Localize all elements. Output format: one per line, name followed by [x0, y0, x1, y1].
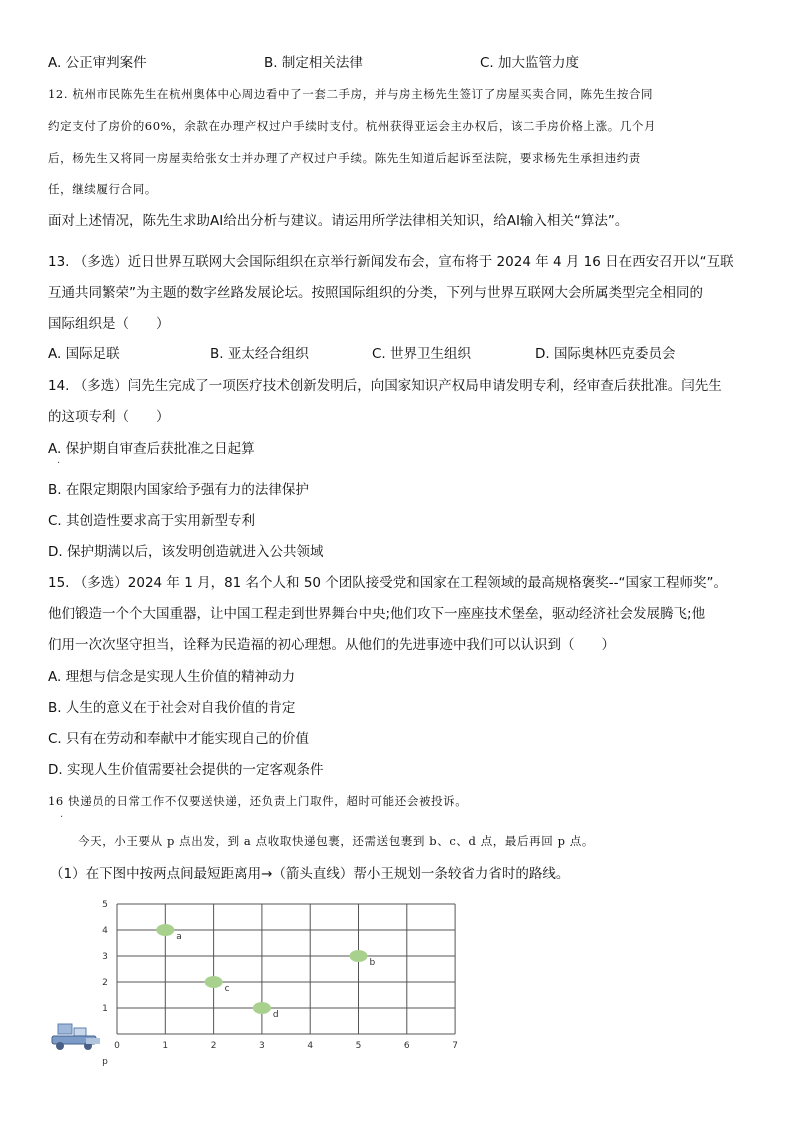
q13-option-c: C. 世界卫生组织	[372, 346, 472, 362]
x-tick-label: 4	[307, 1041, 314, 1051]
q12-line-2: 约定支付了房价的60%，余款在办理产权过户手续时支付。杭州获得亚运会主办权后，该二手房价格上涨。几个月	[48, 119, 657, 133]
stray-dot: ·	[60, 812, 64, 823]
point-d	[253, 1002, 271, 1014]
point-label-c: c	[224, 984, 230, 994]
x-tick-label: 3	[259, 1041, 265, 1051]
q13-option-d: D. 国际奥林匹克委员会	[535, 346, 676, 362]
q15-option-b: B. 人生的意义在于社会对自我价值的肯定	[48, 700, 296, 716]
x-tick-label: 7	[452, 1041, 458, 1051]
q16-line-2: 今天，小王要从 p 点出发，到 a 点收取快递包裹，还需送包裹到 b、c、d 点，最后再回 p 点。	[78, 834, 594, 848]
y-tick-label: 4	[102, 926, 108, 936]
q15-line-1: 15. （多选）2024 年 1 月，81 名个人和 50 个团队接受党和国家在工程领域的最高规格褒奖--“国家工程师奖”。	[48, 575, 728, 591]
q14-line-2: 的这项专利（ ）	[48, 409, 170, 425]
x-tick-label: 5	[355, 1041, 362, 1051]
y-tick-label: 1	[102, 1004, 108, 1014]
q15-line-3: 们用一次次坚守担当，诠释为民造福的初心理想。从他们的先进事迹中我们可以认识到（ ）	[48, 637, 615, 653]
y-tick-label: 2	[102, 978, 108, 988]
q15-line-2: 他们锻造一个个大国重器，让中国工程走到世界舞台中央;他们攻下一座座技术堡垒，驱动经济社会发展腾飞;他	[48, 606, 706, 622]
q11-option-b: B. 制定相关法律	[264, 55, 363, 71]
q15-option-c: C. 只有在劳动和奉献中才能实现自己的价值	[48, 731, 310, 747]
point-label-b: b	[369, 958, 376, 968]
q13-line-3: 国际组织是（ ）	[48, 316, 170, 332]
point-label-a: a	[176, 932, 182, 942]
point-c	[205, 976, 223, 988]
q15-option-a: A. 理想与信念是实现人生价值的精神动力	[48, 669, 296, 685]
q16-line-1: 16 快递员的日常工作不仅要送快递，还负责上门取件，超时可能还会被投诉。	[48, 794, 468, 808]
q11-option-a: A. 公正审判案件	[48, 55, 147, 71]
x-tick-label: 1	[162, 1041, 169, 1051]
q16-line-3: （1）在下图中按两点间最短距离用→（箭头直线）帮小王规划一条较省力省时的路线。	[50, 866, 570, 882]
point-label-d: d	[272, 1010, 279, 1020]
chart-grid	[117, 904, 455, 1034]
q12-line-3: 后，杨先生又将同一房屋卖给张女士并办理了产权过户手续。陈先生知道后起诉至法院，要求杨先生承担违约责	[48, 151, 641, 165]
q13-option-b: B. 亚太经合组织	[210, 346, 309, 362]
x-tick-label: 0	[114, 1041, 120, 1051]
point-b	[350, 950, 368, 962]
route-grid-chart	[92, 896, 472, 1066]
q14-line-1: 14. （多选）闫先生完成了一项医疗技术创新发明后，向国家知识产权局申请发明专利，经审查后获批准。闫先生	[48, 378, 722, 394]
x-tick-label: 6	[403, 1041, 410, 1051]
chart-points	[156, 924, 375, 1020]
q14-option-c: C. 其创造性要求高于实用新型专利	[48, 513, 256, 529]
x-tick-label: 2	[210, 1041, 217, 1051]
point-a	[156, 924, 174, 936]
q13-option-a: A. 国际足联	[48, 346, 120, 362]
q14-option-b: B. 在限定期限内国家给予强有力的法律保护	[48, 482, 309, 498]
q14-option-d: D. 保护期满以后，该发明创造就进入公共领域	[48, 544, 324, 560]
q14-option-a: A. 保护期自审查后获批准之日起算	[48, 441, 255, 457]
chart-ticks	[102, 900, 458, 1066]
q13-line-2: 互通共同繁荣”为主题的数字丝路发展论坛。按照国际组织的分类，下列与世界互联网大会所属类型完全相同的	[48, 285, 703, 301]
origin-label-p: p	[102, 1057, 108, 1066]
y-tick-label: 5	[102, 900, 108, 910]
q13-line-1: 13. （多选）近日世界互联网大会国际组织在京举行新闻发布会，宣布将于 2024 年 4 月 16 日在西安召开以“互联	[48, 254, 734, 270]
q12-line-1: 12. 杭州市民陈先生在杭州奥体中心周边看中了一套二手房，并与房主杨先生签订了房屋买卖合同，陈先生按合同	[48, 87, 654, 101]
y-tick-label: 3	[102, 952, 108, 962]
q15-option-d: D. 实现人生价值需要社会提供的一定客观条件	[48, 762, 324, 778]
stray-dot: ·	[57, 458, 61, 469]
q12-prompt: 面对上述情况，陈先生求助AI给出分析与建议。请运用所学法律相关知识，给AI输入相关“算法”。	[48, 213, 629, 229]
q12-line-4: 任，继续履行合同。	[48, 182, 157, 196]
q11-option-c: C. 加大监管力度	[480, 55, 580, 71]
